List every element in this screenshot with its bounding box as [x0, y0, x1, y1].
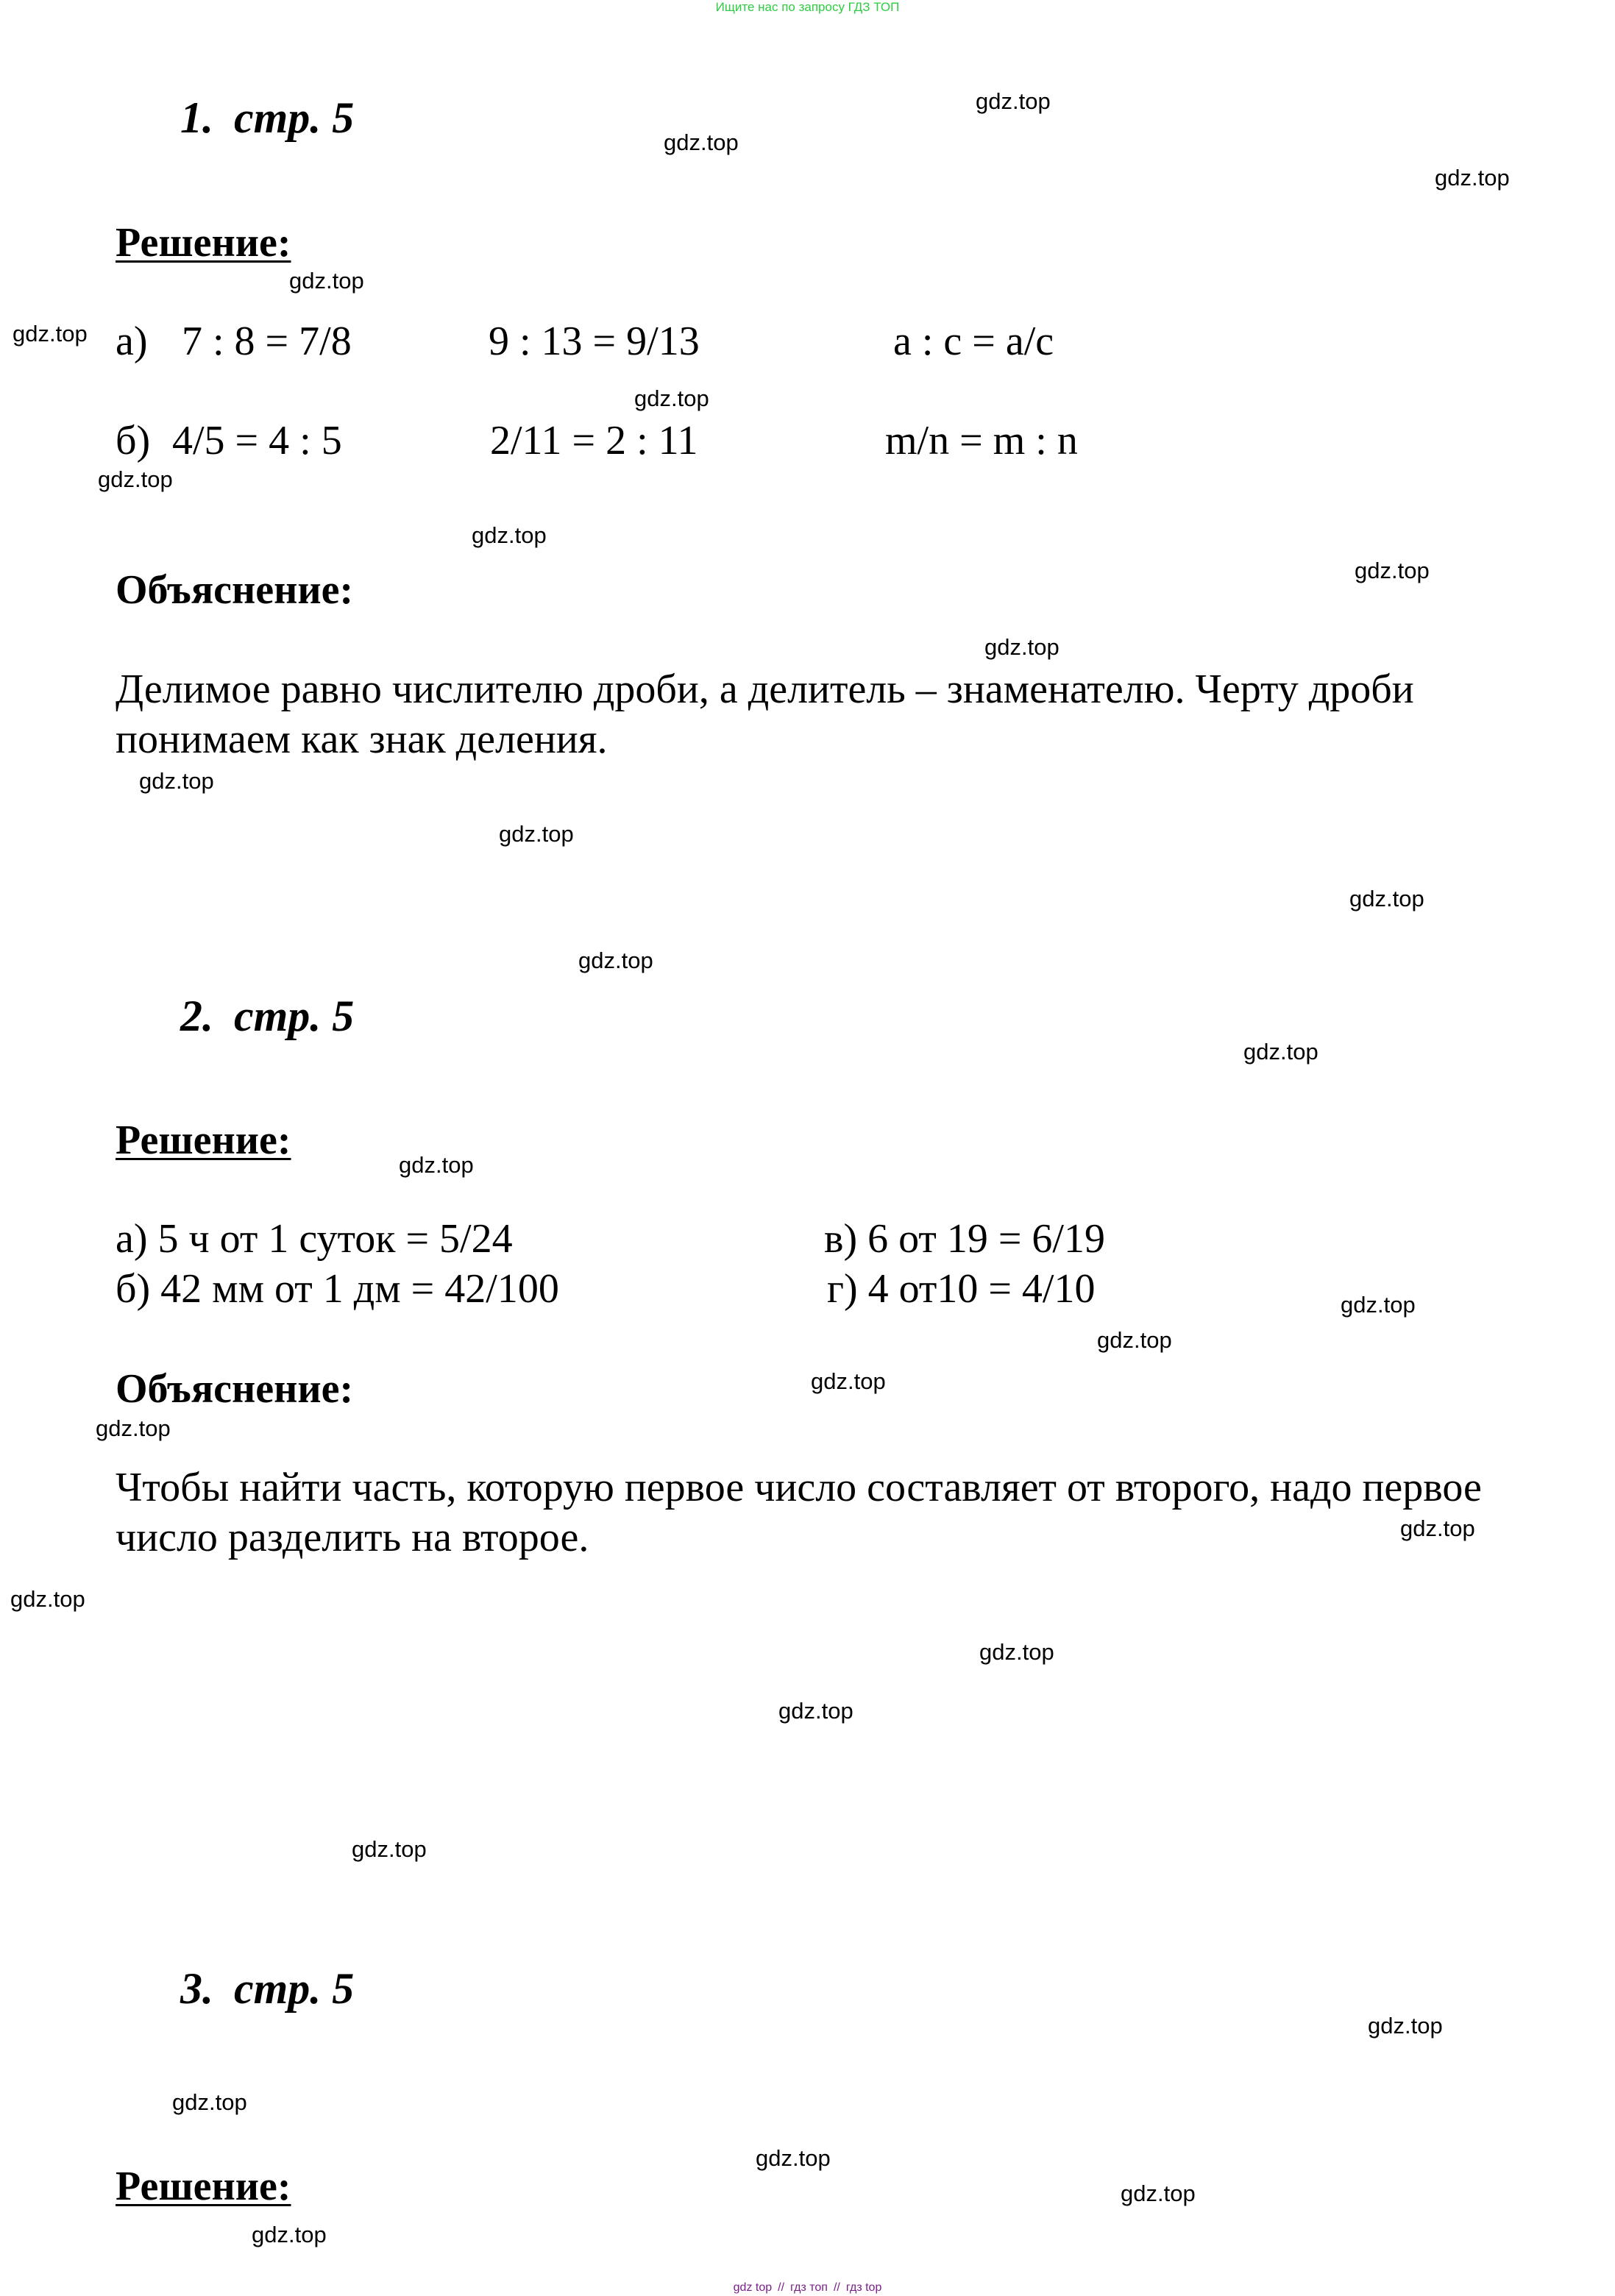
watermark: gdz.top — [634, 385, 709, 411]
task-number: 2. — [180, 992, 213, 1040]
watermark: gdz.top — [811, 1368, 886, 1394]
watermark: gdz.top — [289, 268, 364, 294]
explanation-line: Чтобы найти часть, которую первое число составляет от второго, надо первое — [116, 1465, 1482, 1510]
row-label: а) — [116, 319, 148, 364]
watermark: gdz.top — [399, 1152, 474, 1178]
watermark: gdz.top — [10, 1586, 85, 1612]
row-label: б) — [116, 418, 151, 463]
watermark: gdz.top — [1097, 1327, 1172, 1353]
task-page: стр. 5 — [234, 93, 355, 142]
watermark: gdz.top — [1121, 2181, 1196, 2206]
solution-expression: 9 : 13 = 9/13 — [489, 319, 700, 364]
watermark: gdz.top — [13, 321, 88, 346]
watermark: gdz.top — [1400, 1515, 1475, 1541]
watermark: gdz.top — [756, 2145, 831, 2171]
solution-expression: 4/5 = 4 : 5 — [172, 418, 342, 463]
watermark: gdz.top — [98, 466, 173, 492]
explanation-heading: Объяснение: — [116, 567, 354, 613]
watermark: gdz.top — [1243, 1039, 1318, 1065]
solution-expression: г) 4 от10 = 4/10 — [827, 1266, 1096, 1312]
footer-separator: // — [778, 2281, 785, 2294]
watermark: gdz.top — [1435, 165, 1510, 191]
watermark: gdz.top — [976, 88, 1051, 114]
task-1-title — [180, 92, 354, 143]
watermark: gdz.top — [578, 948, 653, 973]
footer-link[interactable]: gdz top — [733, 2281, 773, 2294]
watermark: gdz.top — [984, 634, 1059, 660]
watermark: gdz.top — [979, 1639, 1054, 1665]
solution-expression: в) 6 от 19 = 6/19 — [824, 1216, 1105, 1262]
explanation-line: понимаем как знак деления. — [116, 717, 608, 762]
task-2-title — [180, 990, 354, 1042]
task-3-title — [180, 1963, 354, 2014]
watermark: gdz.top — [172, 2089, 247, 2115]
solution-expression: m/n = m : n — [885, 418, 1078, 463]
solution-expression: б) 42 мм от 1 дм = 42/100 — [116, 1266, 559, 1312]
watermark: gdz.top — [96, 1415, 171, 1441]
watermark: gdz.top — [1368, 2013, 1443, 2039]
watermark: gdz.top — [499, 821, 574, 847]
footer-separator: // — [833, 2281, 840, 2294]
watermark: gdz.top — [778, 1698, 853, 1724]
footer-links — [0, 2281, 1615, 2295]
watermark: gdz.top — [664, 129, 739, 155]
watermark: gdz.top — [1355, 558, 1430, 583]
task-number: 3. — [180, 1964, 213, 2013]
watermark: gdz.top — [472, 522, 547, 548]
solution-expression: a : c = a/c — [893, 319, 1054, 364]
solution-expression: 2/11 = 2 : 11 — [490, 418, 698, 463]
watermark: gdz.top — [352, 1836, 427, 1862]
top-banner[interactable]: Ищите нас по запросу ГДЗ ТОП — [715, 0, 900, 14]
solution-expression: 7 : 8 = 7/8 — [182, 319, 352, 364]
solution-expression: а) 5 ч от 1 суток = 5/24 — [116, 1216, 513, 1262]
task-number: 1. — [180, 93, 213, 142]
watermark: gdz.top — [1349, 886, 1424, 911]
footer-link[interactable]: гдз top — [845, 2281, 882, 2294]
footer-link[interactable]: гдз топ — [790, 2281, 828, 2294]
explanation-line: число разделить на второе. — [116, 1515, 589, 1560]
explanation-heading: Объяснение: — [116, 1366, 354, 1412]
task-page: стр. 5 — [234, 1964, 355, 2013]
solution-heading: Решение: — [116, 2164, 291, 2209]
watermark: gdz.top — [139, 768, 214, 794]
watermark: gdz.top — [1341, 1292, 1416, 1318]
solution-heading: Решение: — [116, 220, 291, 266]
task-page: стр. 5 — [234, 992, 355, 1040]
watermark: gdz.top — [252, 2222, 327, 2247]
solution-heading: Решение: — [116, 1117, 291, 1163]
explanation-line: Делимое равно числителю дроби, а делитель – знаменателю. Черту дроби — [116, 667, 1414, 712]
